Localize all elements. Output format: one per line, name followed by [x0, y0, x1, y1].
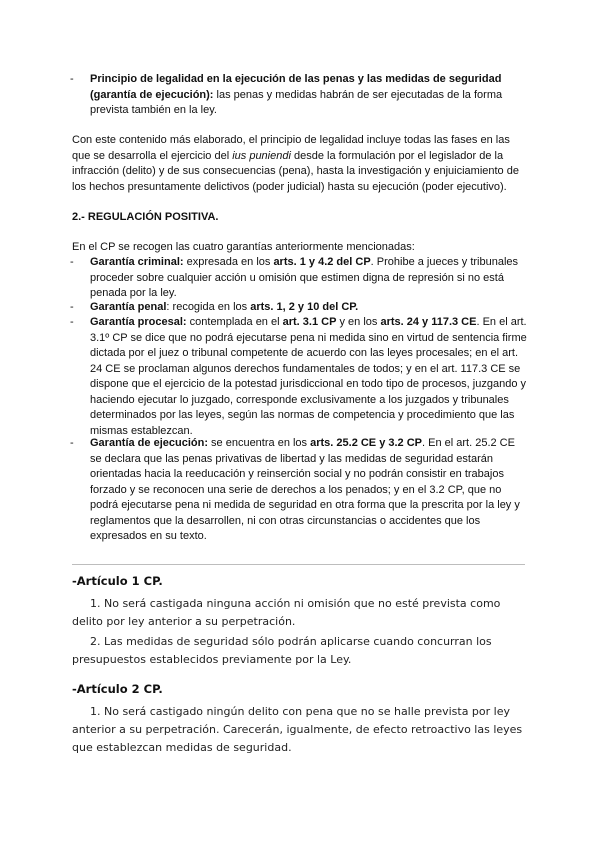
bullet-dash: -: [70, 256, 74, 268]
guarantee-name: Garantía penal: [90, 301, 167, 313]
guarantee-text: : recogida en los: [166, 301, 251, 313]
article-1-heading: -Artículo 1 CP.: [72, 574, 163, 588]
guarantee-articles: arts. 24 y 117.3 CE: [380, 316, 477, 328]
guarantee-text: contemplada en el: [186, 316, 283, 328]
paragraph-text-pre: Con este contenido más elaborado, el principio de legalidad incluye todas las fases en las que se desarrolla el ejercicio del: [72, 134, 510, 162]
guarantee-penal: [70, 300, 528, 316]
guarantee-name: Garantía procesal:: [90, 316, 187, 328]
principle-paragraph: [72, 133, 528, 195]
bullet-bold-title: Principio de legalidad en la ejecución de las penas y las medidas de seguridad (garantía de ejecución):: [90, 73, 502, 101]
guarantee-articles: arts. 1 y 4.2 del CP: [273, 256, 371, 268]
article-1-paragraph-2: 2. Las medidas de seguridad sólo podrán aplicarse cuando concurran los presupuestos establecidos previamente por la Ley.: [72, 635, 492, 666]
guarantee-procesal: [70, 315, 528, 439]
article-1-paragraph-1: 1. No será castigada ninguna acción ni omisión que no esté prevista como delito por ley anterior a su perpetración.: [72, 597, 501, 628]
guarantee-text: . En el art. 25.2 CE se declara que las penas privativas de libertad y las medidas de seguridad estarán orientadas hacia la reeducación y reinserción social y no podrán consistir en trabajos forzado y se reconocen una serie de derechos a los penados; y en el 3.2 CP, que no podrá ejecutarse pena ni medida de seguridad en otra forma que la prescrita por la ley y reglamentos que la desarrollen, ni con otras circunstancias o accidentes que los expresados en su texto.: [90, 437, 520, 542]
guarantee-articles: arts. 1, 2 y 10 del CP.: [250, 301, 359, 313]
section-intro: En el CP se recogen las cuatro garantías anteriormente mencionadas:: [72, 241, 415, 253]
guarantee-articles: arts. 25.2 CE y 3.2 CP: [310, 437, 423, 449]
guarantee-articles: art. 3.1 CP: [282, 316, 337, 328]
bullet-text: las penas y medidas habrán de ser ejecutadas de la forma prevista también en la ley.: [90, 88, 503, 116]
section-divider: [72, 564, 525, 565]
guarantee-text: y en los: [336, 316, 381, 328]
guarantee-name: Garantía de ejecución:: [90, 437, 208, 449]
guarantee-text: expresada en los: [183, 256, 274, 268]
paragraph-text-post: desde la formulación por el legislador de la infracción (delito) y de sus consecuencias (pena), hasta la investigación y enjuiciamiento de los hechos presuntamente delictivos (poder judicial) hasta su ejecución (poder ejecutivo).: [72, 149, 519, 193]
bullet-dash: -: [70, 73, 74, 85]
article-2-paragraph-1: 1. No será castigado ningún delito con pena que no se halle prevista por ley anterior a su perpetración. Carecerán, igualmente, de efecto retroactivo las leyes que establezcan medidas de seguridad.: [72, 705, 523, 754]
section-title: 2.- REGULACIÓN POSITIVA.: [72, 211, 219, 223]
bullet-dash: -: [70, 437, 74, 449]
ius-puniendi-italic: ius puniendi: [232, 149, 291, 162]
guarantee-text: . En el art. 3.1º CP se dice que no podrá ejecutarse pena ni medida sino en virtud de sentencia firme dictada por el juez o tribunal competente de acuerdo con las leyes procesales; en el art. 24 CE se proclaman algunos derechos fundamentales de todos; y en el art. 117.3 CE se dispone que el ejercicio de la potestad jurisdiccional en todo tipo de procesos, juzgando y haciendo ejecutar lo juzgado, corresponde exclusivamente a los juzgados y tribunales determinados por las leyes, según las normas de competencia y procedimiento que las mismas establezcan.: [90, 316, 527, 437]
guarantee-criminal: [70, 255, 528, 302]
guarantee-text: . Prohibe a jueces y tribunales proceder sobre cualquier acción u omisión que estimen digna de represión si no está penada por la ley.: [90, 256, 519, 299]
guarantee-text: se encuentra en los: [207, 437, 311, 449]
guarantee-ejecucion: [70, 436, 528, 545]
article-2-heading: -Artículo 2 CP.: [72, 682, 163, 696]
guarantee-name: Garantía criminal:: [90, 256, 184, 268]
bullet-dash: -: [70, 301, 74, 313]
legality-execution-bullet: [70, 72, 528, 119]
bullet-dash: -: [70, 316, 74, 328]
